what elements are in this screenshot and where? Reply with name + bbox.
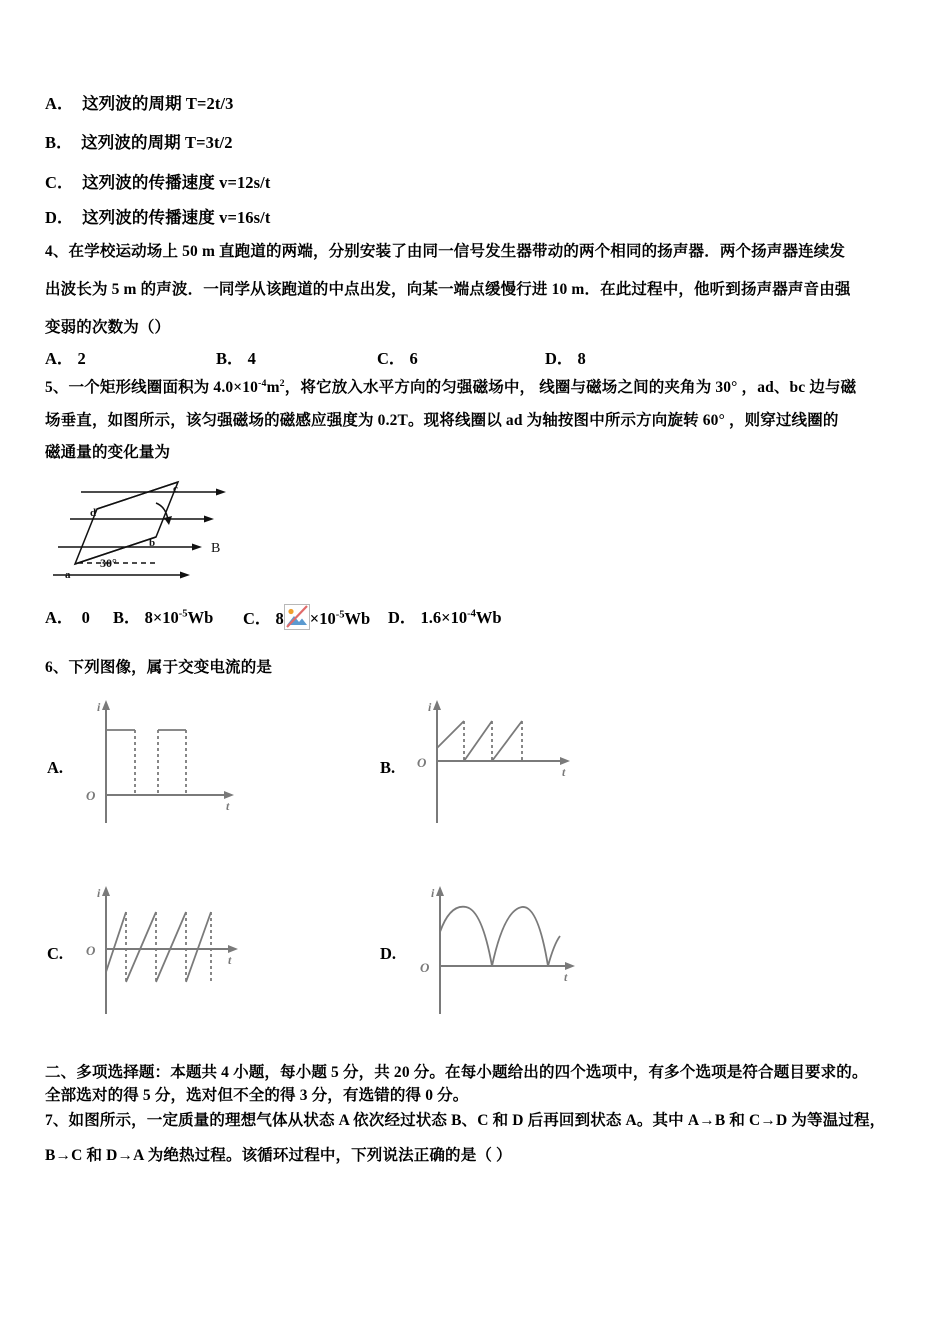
q5-option-c: C． $8 \times 10^{-5}Wb$ (243, 604, 370, 630)
q6-graph-a-x-label: t (226, 799, 230, 813)
q3-option-d (45, 204, 270, 228)
q4-stem-line-3: 变弱的次数为（） (45, 319, 171, 336)
q3-option-c (45, 169, 270, 193)
q5-option-a: A． 0 (45, 608, 90, 627)
q6-graph-a-letter: A. (47, 758, 64, 777)
q6-graph-a (78, 698, 238, 823)
option-letter: C． (45, 173, 74, 192)
svg-text:b: b (149, 537, 156, 549)
q4-option-d: D． 8 (545, 349, 586, 368)
option-text: 这列波的传播速度 v=12s/t (82, 173, 271, 192)
option-letter: B． (45, 133, 73, 152)
q5-coil-in-field-diagram (48, 468, 298, 588)
q6-graph-c (78, 884, 243, 1014)
q6-graph-d-y-label: i (431, 886, 435, 900)
option-text: 这列波的周期 T=3t/2 (81, 133, 233, 152)
q5-stem-line-2: 场垂直，如图所示，该匀强磁场的磁感应强度为 0.2T。现将线圈以 ad 为轴按图中所示方向旋转 60° ，则穿过线圈的 (45, 412, 839, 429)
option-letter: A． (45, 94, 74, 113)
broken-image-icon (284, 604, 310, 630)
q6-graph-d-origin: O (420, 960, 430, 975)
q5-option-b: B． $8\times 10^{-5}Wb$ (113, 608, 214, 627)
svg-text:a: a (65, 569, 71, 581)
q5-stem-line-1: 5、一个矩形线圈面积为 $4.0\times 10^{-4}m^2$，将它放入水平方向的匀强磁场中， 线圈与磁场之间的夹角为 30° ，ad、bc 边与磁 (45, 377, 857, 396)
q4-option-a: A． 2 (45, 349, 86, 368)
q6-graph-b-origin: O (417, 755, 427, 770)
svg-text:d: d (90, 507, 97, 519)
option-text: 这列波的传播速度 v=16s/t (82, 208, 271, 227)
q5-options-row (0, 604, 950, 634)
option-letter: D． (45, 208, 74, 227)
q6-graph-c-y-label: i (97, 886, 101, 900)
q6-graph-c-x-label: t (228, 953, 232, 967)
option-text: 这列波的周期 T=2t/3 (82, 94, 234, 113)
q6-graph-a-origin: O (86, 788, 96, 803)
q3-option-b (45, 129, 233, 153)
q6-graph-b-letter: B. (380, 758, 396, 777)
q6-stem: 6、下列图像，属于交变电流的是 (45, 659, 273, 676)
q4-stem-line-2: 出波长为 5 m 的声波．一同学从该跑道的中点出发，向某一端点缓慢行进 10 m．在此过程中，他听到扬声器声音由强 (45, 281, 851, 298)
q7-stem-line-1: 7、如图所示，一定质量的理想气体从状态 A 依次经过状态 B、C 和 D 后再回到状态 A。其中 A→B 和 C→D 为等温过程， (45, 1112, 886, 1129)
q5-stem-line-3: 磁通量的变化量为 (45, 444, 171, 461)
q6-graph-b (412, 698, 577, 823)
q5-option-d: D． $1.6\times 10^{-4}Wb$ (388, 608, 502, 627)
svg-text:30°: 30° (100, 556, 117, 570)
q3-option-a (45, 90, 234, 114)
q4-option-c: C． 6 (377, 349, 418, 368)
q6-graph-a-y-label: i (97, 700, 101, 714)
q6-graph-b-y-label: i (428, 700, 432, 714)
q7-stem-line-2: B→C 和 D→A 为绝热过程。该循环过程中，下列说法正确的是（ ） (45, 1147, 512, 1164)
section-2-line-2: 全部选对的得 5 分，选对但不全的得 3 分，有选错的得 0 分。 (45, 1087, 469, 1104)
q6-graph-d-x-label: t (564, 970, 568, 984)
section-2-line-1: 二、多项选择题：本题共 4 小题，每小题 5 分，共 20 分。在每小题给出的四个选项中，有多个选项是符合题目要求的。 (45, 1064, 868, 1081)
q4-option-b: B． 4 (216, 349, 256, 368)
q6-graph-c-origin: O (86, 943, 96, 958)
q6-graph-d (412, 884, 587, 1014)
svg-text:B: B (211, 541, 221, 556)
q4-options-row (0, 345, 950, 369)
q6-graph-b-x-label: t (562, 765, 566, 779)
q6-graph-d-letter: D. (380, 944, 397, 963)
q6-graph-c-letter: C. (47, 944, 64, 963)
q4-stem-line-1: 4、在学校运动场上 50 m 直跑道的两端，分别安装了由同一信号发生器带动的两个相同的扬声器．两个扬声器连续发 (45, 243, 846, 260)
svg-text:c: c (173, 483, 178, 495)
